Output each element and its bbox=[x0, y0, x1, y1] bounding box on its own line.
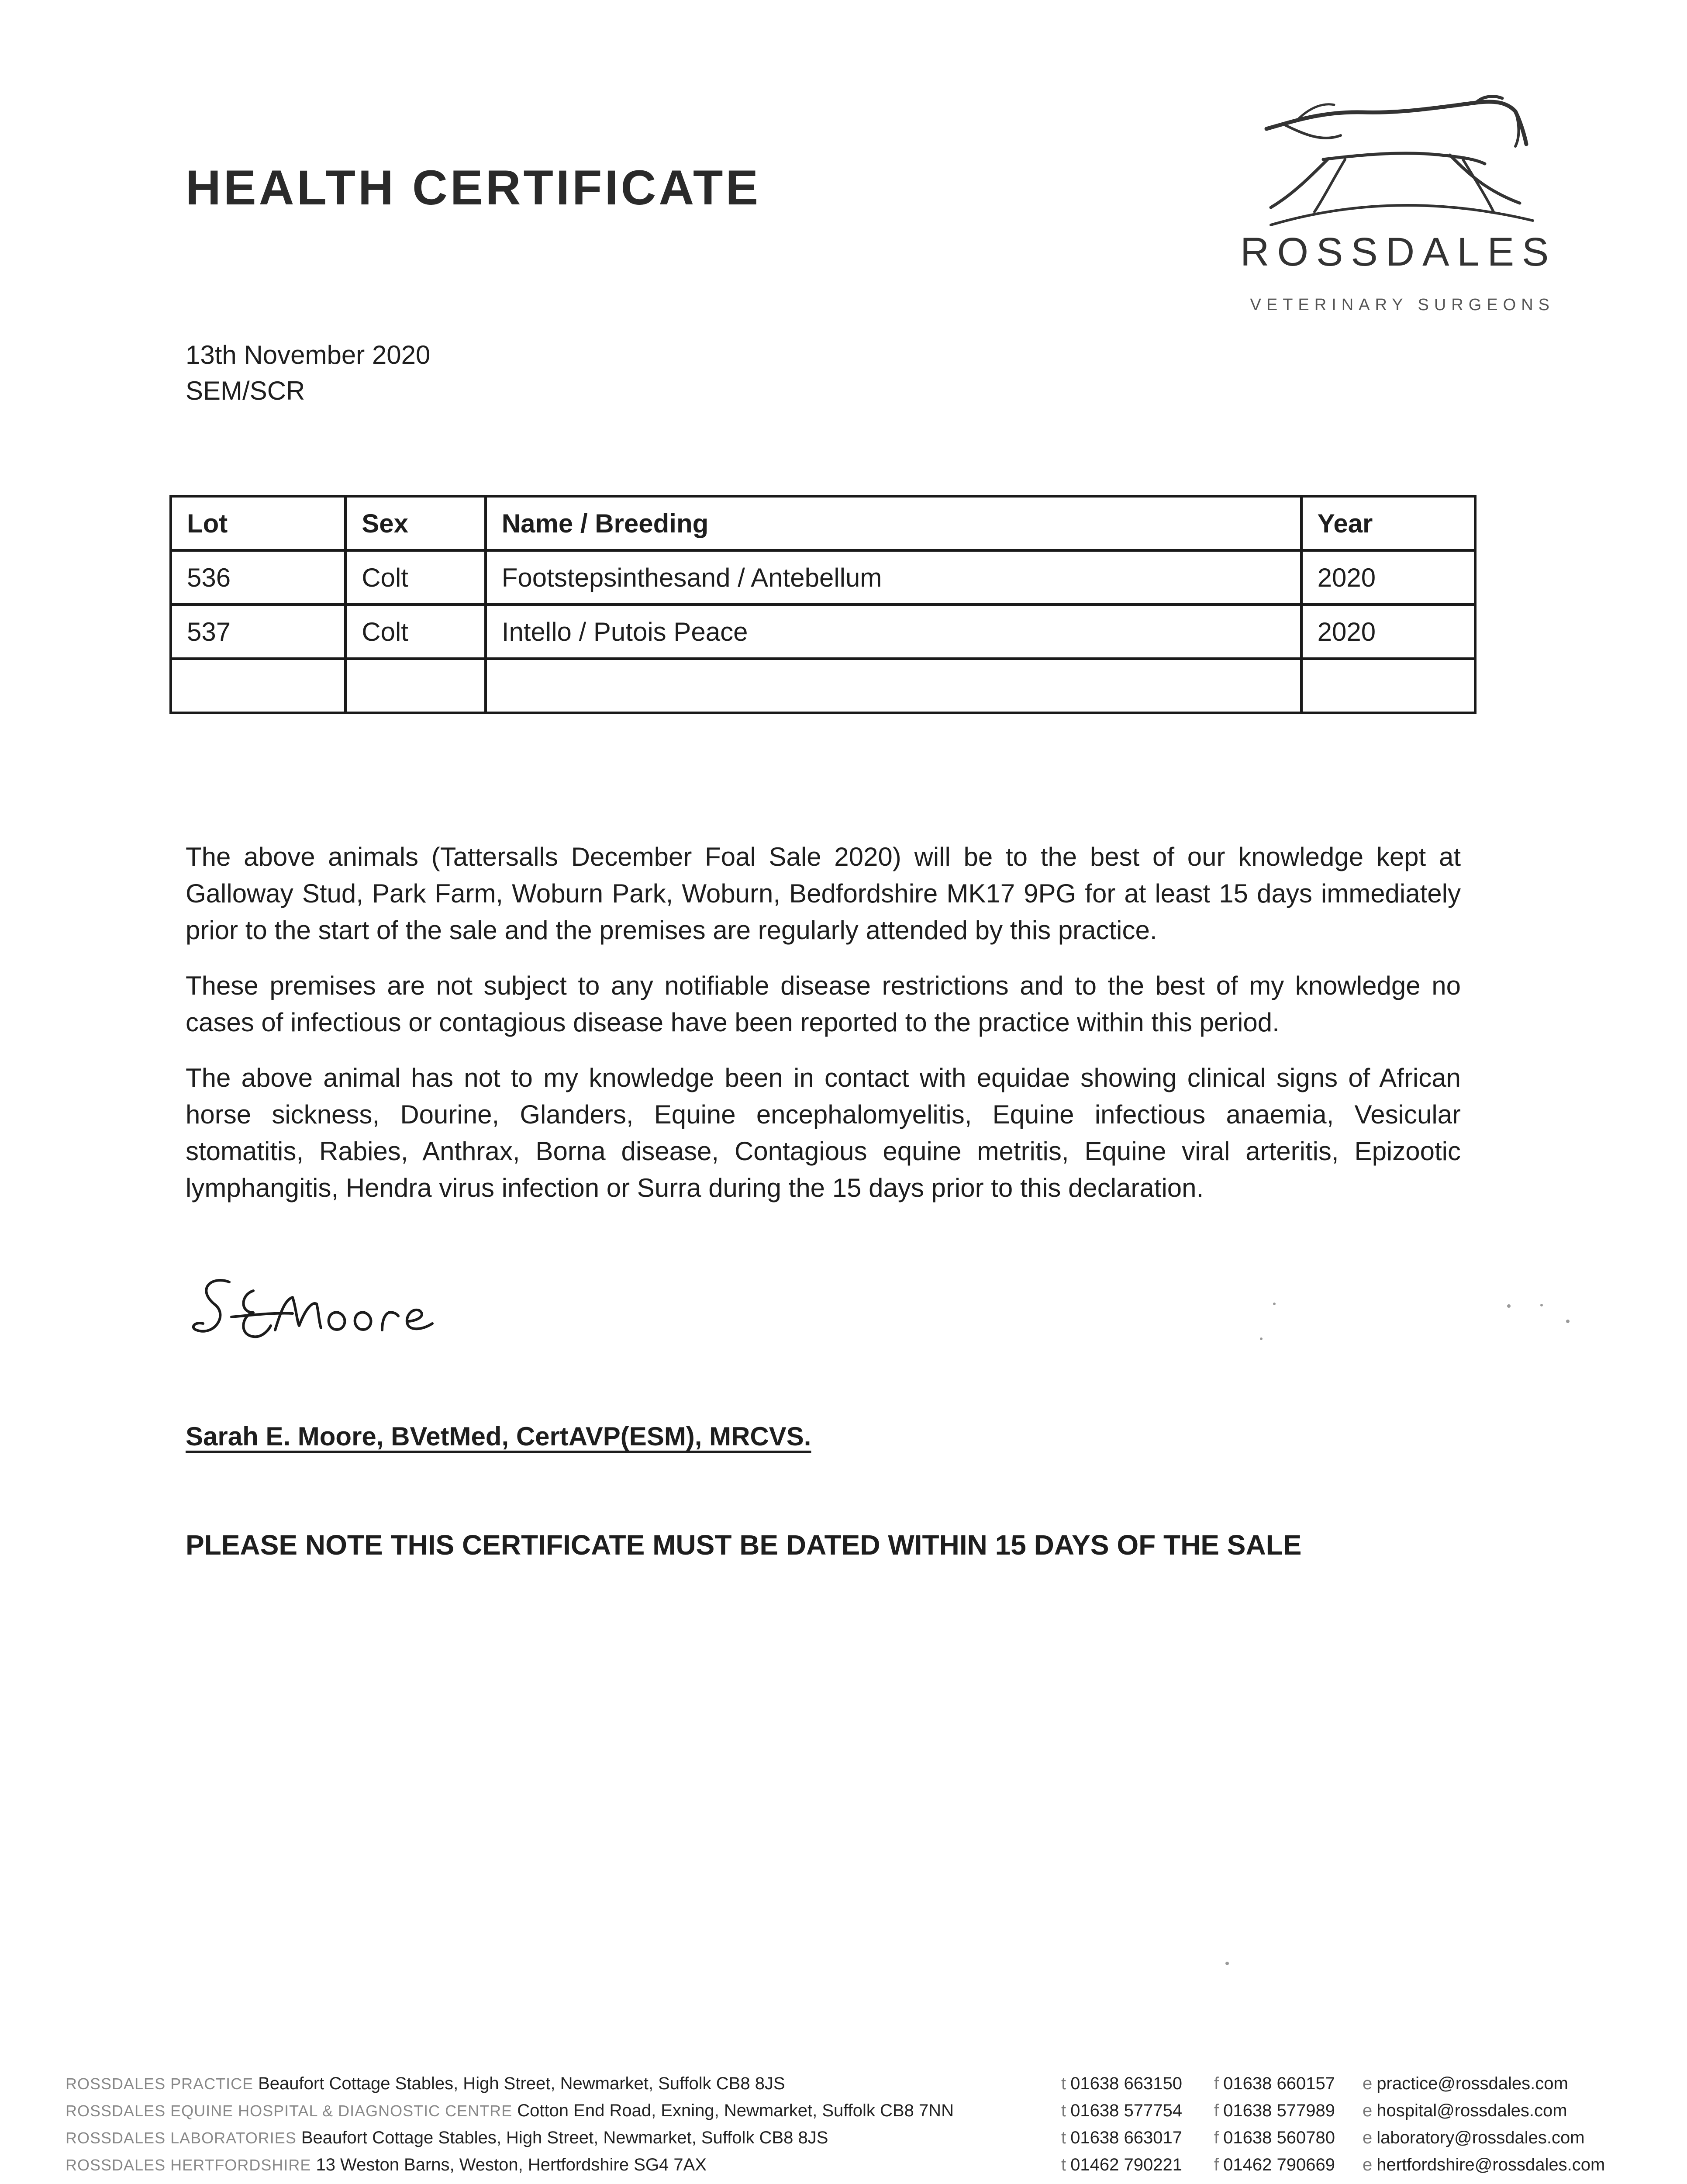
horse-logo-icon bbox=[1258, 94, 1537, 238]
table-row bbox=[171, 659, 1475, 713]
office-telephone bbox=[1061, 2101, 1182, 2121]
table-row bbox=[171, 550, 1475, 605]
email-prefix: e bbox=[1363, 2074, 1373, 2093]
office-address: Beaufort Cottage Stables, High Street, Newmarket, Suffolk CB8 8JS bbox=[301, 2128, 828, 2147]
email-prefix: e bbox=[1363, 2101, 1373, 2120]
paragraph-restrictions: These premises are not subject to any notifiable disease restrictions and to the best of my knowledge no cases of infectious or contagious disease have been reported to the practice within this period. bbox=[186, 971, 1461, 1037]
paragraph-contact: The above animal has not to my knowledge been in contact with equidae showing clinical signs of African horse sickness, Dourine, Glanders, Equine encephalomyelitis, Equine infectious anaemia, Vesicular stomatitis, Rabies, Anthrax, Borna disease, Contagious equine metritis, Equine viral arteritis, Epizootic lymphangitis, Hendra virus infection or Surra during the 15 days prior to this declaration. bbox=[186, 1063, 1461, 1203]
email-prefix: e bbox=[1363, 2155, 1373, 2174]
footer-row bbox=[66, 2155, 1629, 2182]
office-address: Cotton End Road, Exning, Newmarket, Suffolk CB8 7NN bbox=[517, 2101, 954, 2120]
email-address[interactable]: hospital@rossdales.com bbox=[1377, 2101, 1567, 2120]
handwritten-signature bbox=[188, 1265, 459, 1365]
office-name bbox=[66, 2155, 707, 2175]
cell-name-breeding: Intello / Putois Peace bbox=[486, 605, 1301, 659]
cell-sex bbox=[345, 659, 486, 713]
fax-number: 01638 577989 bbox=[1223, 2101, 1335, 2120]
email-address[interactable]: practice@rossdales.com bbox=[1377, 2074, 1568, 2093]
footer-row bbox=[66, 2101, 1629, 2128]
column-header-sex: Sex bbox=[345, 496, 486, 550]
office-name-text: ROSSDALES LABORATORIES bbox=[66, 2129, 297, 2147]
office-telephone bbox=[1061, 2074, 1182, 2094]
office-name-text: ROSSDALES EQUINE HOSPITAL & DIAGNOSTIC CENTRE bbox=[66, 2102, 513, 2120]
cell-name-breeding: Footstepsinthesand / Antebellum bbox=[486, 550, 1301, 605]
cell-sex: Colt bbox=[345, 550, 486, 605]
office-name bbox=[66, 2101, 954, 2121]
footer-row bbox=[66, 2128, 1629, 2155]
cell-lot: 537 bbox=[171, 605, 345, 659]
signer-name: Sarah E. Moore, BVetMed, CertAVP(ESM), MRCVS. bbox=[186, 1422, 811, 1451]
tel-number: 01638 663150 bbox=[1070, 2074, 1182, 2093]
email-address[interactable]: laboratory@rossdales.com bbox=[1377, 2128, 1585, 2147]
office-email[interactable] bbox=[1363, 2155, 1605, 2175]
footer bbox=[66, 2074, 1629, 2182]
fax-prefix: f bbox=[1214, 2155, 1219, 2174]
cell-lot bbox=[171, 659, 345, 713]
office-name-text: ROSSDALES PRACTICE bbox=[66, 2075, 254, 2093]
office-telephone bbox=[1061, 2128, 1182, 2148]
footer-row bbox=[66, 2074, 1629, 2101]
tel-number: 01638 663017 bbox=[1070, 2128, 1182, 2147]
brand-name: ROSSDALES bbox=[1240, 230, 1557, 274]
certificate-date: 13th November 2020 bbox=[186, 340, 431, 370]
email-address[interactable]: hertfordshire@rossdales.com bbox=[1377, 2155, 1605, 2174]
tel-prefix: t bbox=[1061, 2128, 1066, 2147]
fax-number: 01462 790669 bbox=[1223, 2155, 1335, 2174]
brand-tagline: VETERINARY SURGEONS bbox=[1250, 296, 1555, 314]
office-fax bbox=[1214, 2155, 1335, 2175]
column-header-name-breeding: Name / Breeding bbox=[486, 496, 1301, 550]
fax-number: 01638 660157 bbox=[1223, 2074, 1335, 2093]
office-telephone bbox=[1061, 2155, 1182, 2175]
office-name-text: ROSSDALES HERTFORDSHIRE bbox=[66, 2156, 311, 2174]
tel-prefix: t bbox=[1061, 2101, 1066, 2120]
tel-prefix: t bbox=[1061, 2074, 1066, 2093]
fax-prefix: f bbox=[1214, 2128, 1219, 2147]
tel-number: 01638 577754 bbox=[1070, 2101, 1182, 2120]
dating-notice: PLEASE NOTE THIS CERTIFICATE MUST BE DATED WITHIN 15 DAYS OF THE SALE bbox=[186, 1529, 1302, 1561]
office-fax bbox=[1214, 2128, 1335, 2148]
office-email[interactable] bbox=[1363, 2128, 1585, 2148]
tel-number: 01462 790221 bbox=[1070, 2155, 1182, 2174]
fax-prefix: f bbox=[1214, 2074, 1219, 2093]
page-title: HEALTH CERTIFICATE bbox=[186, 160, 761, 215]
lots-table bbox=[169, 495, 1477, 714]
office-address: 13 Weston Barns, Weston, Hertfordshire SG4 7AX bbox=[316, 2155, 707, 2174]
brand-logo bbox=[1240, 94, 1555, 321]
declaration-body bbox=[186, 839, 1461, 1225]
reference-code: SEM/SCR bbox=[186, 376, 305, 405]
paragraph-premises: The above animals (Tattersalls December Foal Sale 2020) will be to the best of our knowledge kept at Galloway Stud, Park Farm, Woburn Park, Woburn, Bedfordshire MK17 9PG for at least 15 days immediately prior to the start of the sale and the premises are regularly attended by this practice. bbox=[186, 842, 1461, 945]
cell-year: 2020 bbox=[1301, 605, 1475, 659]
cell-lot: 536 bbox=[171, 550, 345, 605]
fax-prefix: f bbox=[1214, 2101, 1219, 2120]
office-email[interactable] bbox=[1363, 2101, 1567, 2121]
cell-name-breeding bbox=[486, 659, 1301, 713]
cell-year bbox=[1301, 659, 1475, 713]
office-fax bbox=[1214, 2101, 1335, 2121]
table-row bbox=[171, 605, 1475, 659]
cell-year: 2020 bbox=[1301, 550, 1475, 605]
table-header-row bbox=[171, 496, 1475, 550]
tel-prefix: t bbox=[1061, 2155, 1066, 2174]
office-email[interactable] bbox=[1363, 2074, 1568, 2094]
office-address: Beaufort Cottage Stables, High Street, Newmarket, Suffolk CB8 8JS bbox=[258, 2074, 785, 2093]
column-header-lot: Lot bbox=[171, 496, 345, 550]
office-name bbox=[66, 2128, 828, 2148]
column-header-year: Year bbox=[1301, 496, 1475, 550]
fax-number: 01638 560780 bbox=[1223, 2128, 1335, 2147]
office-name bbox=[66, 2074, 785, 2094]
cell-sex: Colt bbox=[345, 605, 486, 659]
email-prefix: e bbox=[1363, 2128, 1373, 2147]
office-fax bbox=[1214, 2074, 1335, 2094]
